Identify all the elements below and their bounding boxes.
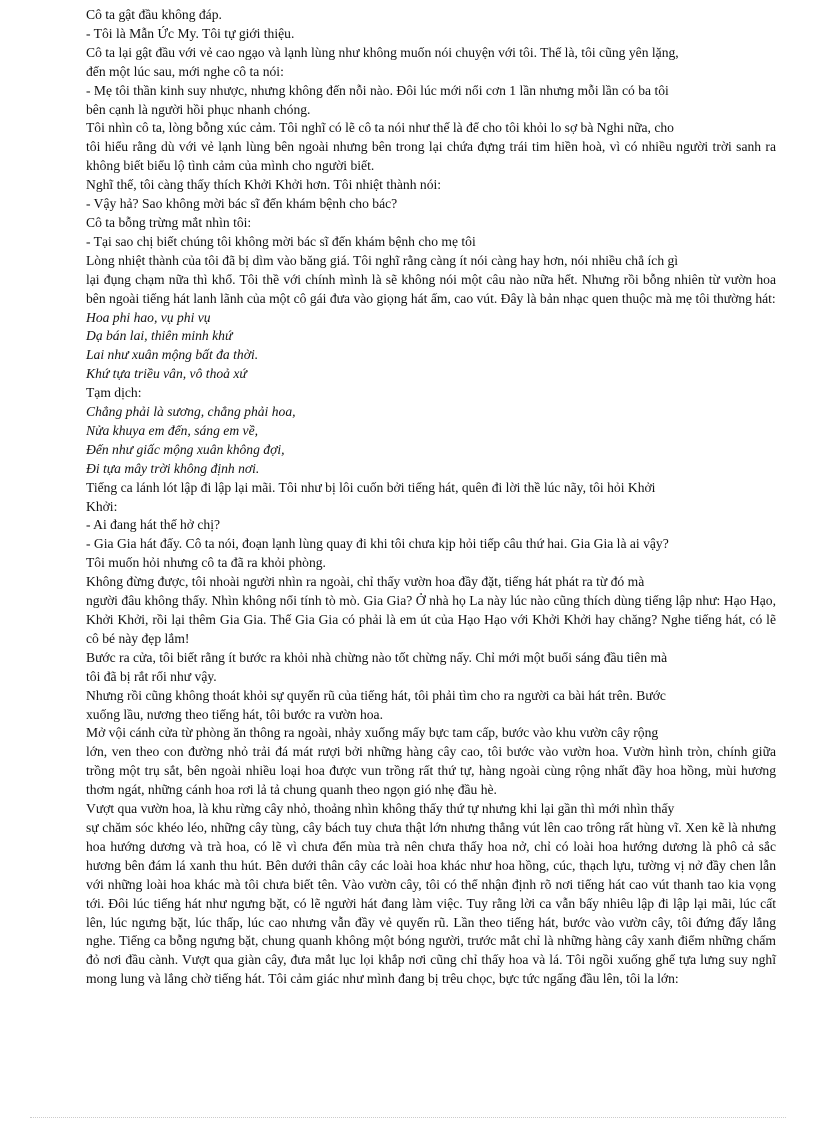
paragraph xyxy=(86,649,776,687)
paragraph xyxy=(86,176,776,195)
paragraph-first-line: Tiếng ca lánh lót lập đi lập lại mãi. Tôi như bị lôi cuốn bởi tiếng hát, quên đi lời thề lúc nãy, tôi hỏi Khởi xyxy=(86,479,656,495)
paragraph-continuation: tôi đã bị rắt rối như vậy. xyxy=(86,668,217,684)
paragraph xyxy=(86,25,776,44)
paragraph-first-line: Bước ra cửa, tôi biết rằng ít bước ra khỏi nhà chừng nào tốt chừng nấy. Chỉ mới một buổi sáng đầu tiên mà xyxy=(86,649,668,665)
poem-line: Dạ bán lai, thiên minh khứ xyxy=(86,328,233,344)
paragraph xyxy=(86,214,776,233)
paragraph xyxy=(86,800,776,989)
paragraph xyxy=(86,479,776,517)
paragraph-first-line: - Tôi là Mẫn Ức My. Tôi tự giới thiệu. xyxy=(86,25,295,41)
paragraph-continuation: tôi hiểu rằng dù với vẻ lạnh lùng bên ngoài nhưng bên trong lại chứa đựng trái tim hiền hoà, vì có nhiều người trời sanh ra không biết biểu lộ tình cảm của mình cho người biết. xyxy=(86,139,776,174)
paragraph-continuation: lớn, ven theo con đường nhỏ trải đá mát rượi bởi những hàng cây cao, tôi bước vào vườn hoa. Vườn hình tròn, chính giữa trồng một trụ sắt, bên ngoài nhiều loại hoa được vun trồng rất thứ tự, hàng ngoài cùng rộng nhất đầy hoa hồng, mùi hương thơm ngát, những cánh hoa rơi lả tả chung quanh theo ngọn gió nhẹ đầu hè. xyxy=(86,744,776,798)
paragraph-first-line: Tôi nhìn cô ta, lòng bỗng xúc cảm. Tôi nghĩ có lẽ cô ta nói như thế là để cho tôi khỏi lo sợ bà Nghi nữa, cho xyxy=(86,120,674,136)
paragraph xyxy=(86,195,776,214)
translation-line: Đi tựa mây trời không định nơi. xyxy=(86,460,260,476)
paragraph-first-line: Lòng nhiệt thành của tôi đã bị dìm vào băng giá. Tôi nghĩ rằng càng ít nói càng hay hơn, nói nhiều chẳ ích gì xyxy=(86,252,679,268)
poem-line: Khứ tựa triều vân, vô thoả xứ xyxy=(86,366,247,382)
paragraph-first-line: Cô ta gật đầu không đáp. xyxy=(86,7,222,22)
poem-line: Hoa phi hao, vụ phi vụ xyxy=(86,309,211,325)
paragraph xyxy=(86,119,776,176)
paragraph-first-line: Nhưng rồi cũng không thoát khỏi sự quyến rũ của tiếng hát, tôi phải tìm cho ra người ca bài hát trên. Bước xyxy=(86,687,666,703)
paragraph-first-line: - Tại sao chị biết chúng tôi không mời bác sĩ đến khám bệnh cho mẹ tôi xyxy=(86,233,476,249)
paragraph xyxy=(86,535,776,573)
paragraph-first-line: Không đừng được, tôi nhoài người nhìn ra ngoài, chỉ thấy vườn hoa đầy đặt, tiếng hát phát ra từ đó mà xyxy=(86,574,645,590)
paragraph-continuation: bên cạnh là người hồi phục nhanh chóng. xyxy=(86,101,311,117)
paragraph xyxy=(86,724,776,800)
paragraph-first-line: Vượt qua vườn hoa, là khu rừng cây nhỏ, thoảng nhìn không thấy thứ tự nhưng khi lại gần thì mới nhìn thấy xyxy=(86,801,675,817)
paragraph-continuation: sự chăm sóc khéo léo, những cây tùng, cây bách tuy chưa thật lớn nhưng thẳng vút lên cao trông rất hùng vĩ. Xen kẽ là nhưng hoa hướng dương và trà hoa, có lẽ vì chưa đến mùa trà nên chưa thấy hoa nở, chỉ có loài hoa hướng dương là phô cả sắc hương bên đám lá xanh thu hút. Bên dưới thân cây các loài hoa khác như hoa hồng, cúc, thạch lựu, tường vị nở đầy chen lẫn với những loài hoa khác mà tôi chưa biết tên. Vào vườn cây, tôi có thể nhận định rõ nơi tiếng hát cao vút thanh tao kia vọng tới. Đôi lúc tiếng hát như ngưng bặt, có lẽ người hát đang làm việc. Tuy rằng lời ca vẫn bấy nhiêu lập đi lập lại mãi, lúc cất lên, lúc ngưng bặt, lúc thấp, lúc cao nhưng vẫn đầy vẻ quyến rũ. Lần theo tiếng hát, bước vào vườn cây, tôi đứng đấy lắng nghe. Tiếng ca bỗng ngưng bặt, chung quanh không một bóng người, trước mắt chỉ là những hàng cây xanh điểm những chấm đỏ nơi đầu cành. Vượt qua giàn cây, đưa mắt lục lọi khắp nơi cũng chỉ thấy hoa và lá. Tôi ngồi xuống ghế tựa lưng suy nghĩ mong lung và lắng chờ tiếng hát. Tôi cảm giác như mình đang bị trêu chọc, bực tức ngẩng đầu lên, tôi la lớn: xyxy=(86,819,776,987)
paragraph xyxy=(86,687,776,725)
paragraph-continuation: Khởi: xyxy=(86,498,118,514)
paragraph-first-line: Nghĩ thế, tôi càng thấy thích Khởi Khởi hơn. Tôi nhiệt thành nói: xyxy=(86,177,442,193)
paragraph-first-line: Cô ta bỗng trừng mắt nhìn tôi: xyxy=(86,214,252,230)
translation-label: Tạm dịch: xyxy=(86,385,142,401)
paragraph xyxy=(86,233,776,252)
paragraph xyxy=(86,82,776,120)
paragraph xyxy=(86,44,776,82)
paragraph-first-line: - Vậy hả? Sao không mời bác sĩ đến khám bệnh cho bác? xyxy=(86,196,398,212)
paragraph xyxy=(86,573,776,649)
paragraph-first-line: Cô ta lại gật đầu với vẻ cao ngạo và lạnh lùng như không muốn nói chuyện với tôi. Thế là, tôi cũng yên lặng, xyxy=(86,44,679,60)
paragraph xyxy=(86,252,776,309)
page-bottom-rule xyxy=(30,1117,786,1118)
paragraph-first-line: - Mẹ tôi thần kinh suy nhược, nhưng không đến nỗi nào. Đôi lúc mới nổi cơn 1 lần nhưng mỗi lần có ba tôi xyxy=(86,82,669,98)
paragraph-first-line: Mở vội cánh cửa từ phòng ăn thông ra ngoài, nhảy xuống mấy bực tam cấp, bước vào khu vườn cây rộng xyxy=(86,725,659,741)
translation-line: Chẳng phải là sương, chẳng phải hoa, xyxy=(86,404,296,420)
translation-line: Nửa khuya em đến, sáng em về, xyxy=(86,422,258,438)
document-page xyxy=(86,6,776,989)
paragraph-first-line: - Ai đang hát thế hở chị? xyxy=(86,517,221,533)
paragraph-continuation: lại đụng chạm nữa thì khổ. Tôi thề với chính mình là sẽ không nói một câu nào nữa hết. Nhưng rồi bỗng nhiên từ vườn hoa bên ngoài tiếng hát lanh lãnh của một cô gái đưa vào giọng hát ấm, cao vút. Đây là bản nhạc quen thuộc mà mẹ tôi thường hát: xyxy=(86,271,776,306)
paragraph-continuation: Tôi muốn hỏi nhưng cô ta đã ra khỏi phòng. xyxy=(86,555,326,571)
paragraph-continuation: người đâu không thấy. Nhìn không nổi tính tò mò. Gia Gia? Ở nhà họ La này lúc nào cũng thích dùng tiếng lập như: Hạo Hạo, Khởi Khởi, rồi lại thêm Gia Gia. Thế Gia Gia có phải là em út của Hạo Hạo với Khởi Khởi hay chăng? Nghe tiếng hát, có lẽ cô bé này đẹp lắm! xyxy=(86,593,776,646)
paragraph-continuation: xuống lầu, nương theo tiếng hát, tôi bước ra vườn hoa. xyxy=(86,706,383,722)
paragraph-continuation: đến một lúc sau, mới nghe cô ta nói: xyxy=(86,63,284,79)
poem-line: Lai như xuân mộng bất đa thời. xyxy=(86,347,259,363)
paragraph-first-line: - Gia Gia hát đấy. Cô ta nói, đoạn lạnh lùng quay đi khi tôi chưa kịp hỏi tiếp câu thứ hai. Gia Gia là ai vậy? xyxy=(86,536,669,552)
translation-line: Đến như giấc mộng xuân không đợi, xyxy=(86,441,285,457)
paragraph xyxy=(86,516,776,535)
paragraph xyxy=(86,6,776,25)
